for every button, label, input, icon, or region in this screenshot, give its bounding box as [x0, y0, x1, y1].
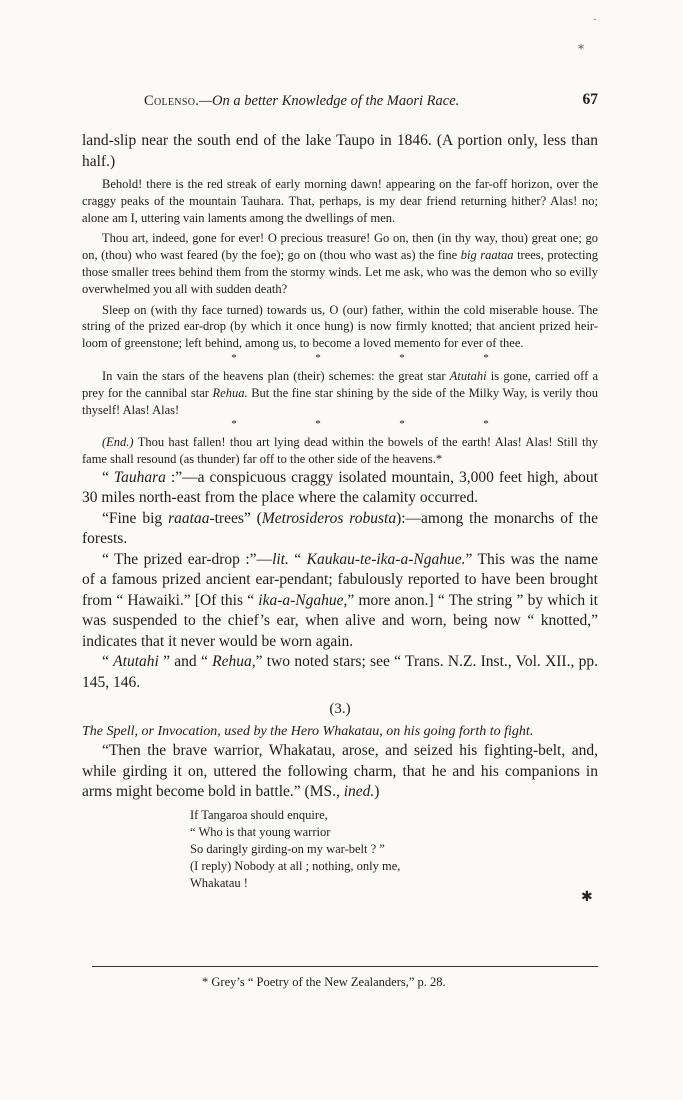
asterism: * * * *	[231, 351, 489, 364]
poem-line: “ Who is that young warrior	[190, 824, 331, 839]
footnote-divider	[92, 966, 598, 967]
poem-line: Whakatau !	[190, 875, 248, 890]
note-paragraph: “ Atutahi ” and “ Rehua,” two noted stars; see “ Trans. N.Z. Inst., Vol. XII., pp. 145, 146.	[82, 653, 598, 691]
paragraph: land-slip near the south end of the lake Taupo in 1846. (A portion only, less than half.)	[82, 132, 598, 170]
speck-mark: ⁎	[578, 38, 584, 52]
poem-line: (I reply) Nobody at all ; nothing, only me,	[190, 858, 401, 873]
page-body	[82, 131, 598, 892]
translation-paragraph: Sleep on (with thy face turned) towards us, O (our) father, within the cold miserable house. The string of the prized ear-drop (by which it once hung) is now firmly knotted; that ancient prized heir-loom of greenstone; left behind, among us, to become a loved memento for ever of thee.	[82, 302, 598, 351]
section-title: The Spell, or Invocation, used by the Hero Whakatau, on his going forth to fight.	[82, 724, 534, 740]
note-paragraph: “ Tauhara :”—a conspicuous craggy isolated mountain, 3,000 feet high, about 30 miles north-east from the place where the calamity occurred.	[82, 468, 598, 507]
translation-paragraph: Behold! there is the red streak of early morning dawn! appearing on the far-off horizon, over the craggy peaks of the mountain Tauhara. That, perhaps, is my dear friend returning hither? Alas! no; alone am I, uttering vain laments among the dwellings of men.	[82, 177, 598, 225]
poem-line: If Tangaroa should enquire,	[190, 807, 328, 822]
section-number: (3.)	[329, 701, 351, 718]
translation-paragraph: (End.) Thou hast fallen! thou art lying dead within the bowels of the earth! Alas! Alas! Still thy fame shall resound (as thunder) far off to the other side of the heavens.*	[82, 435, 598, 467]
running-title: Colenso.—On a better Knowledge of the Maori Race.	[144, 93, 460, 109]
page-number: 67	[582, 91, 598, 108]
asterism: * * * *	[231, 418, 489, 431]
note-paragraph: “ The prized ear-drop :”—lit. “ Kaukau-te-ika-a-Ngahue.” This was the name of a famous prized ancient ear-pendant; fabulously reported to have been brought from “ Hawaiki.” [Of this “ ika-a-Ngahue,” more anon.] “ The string ” by which it was suspended to the chief’s ear, when alive and worn, being now “ knotted,” indicates that it never would be worn again.	[82, 550, 598, 650]
footnote: * Grey’s “ Poetry of the New Zealanders,” p. 28.	[202, 975, 446, 989]
ink-blot: ✱	[581, 890, 593, 905]
poem	[190, 807, 598, 892]
paragraph: “Then the brave warrior, Whakatau, arose, and seized his fighting-belt, and, while girding it on, uttered the following charm, that he and his companions in arms might become bold in battle.” (MS., ined.)	[82, 742, 598, 801]
note-paragraph: “Fine big raataa-trees” (Metrosideros robusta):—among the monarchs of the forests.	[82, 509, 598, 548]
translation-paragraph: Thou art, indeed, gone for ever! O precious treasure! Go on, then (in thy way, thou) great one; go on, (thou) who wast feared (by the foe); go on (thou who wast as) the fine big raataa trees, protecting those smaller trees behind them from the stormy winds. Let me ask, who was the demon who so evilly overwhelmed you all with sudden death?	[82, 231, 598, 296]
translation-paragraph: In vain the stars of the heavens plan (their) schemes: the great star Atutahi is gone, carried off a prey for the cannibal star Rehua. But the fine star shining by the side of the Milky Way, is verily thou thyself! Alas! Alas!	[82, 368, 598, 417]
poem-line: So daringly girding-on my war-belt ? ”	[190, 841, 385, 856]
speck-mark: ·	[593, 12, 597, 26]
